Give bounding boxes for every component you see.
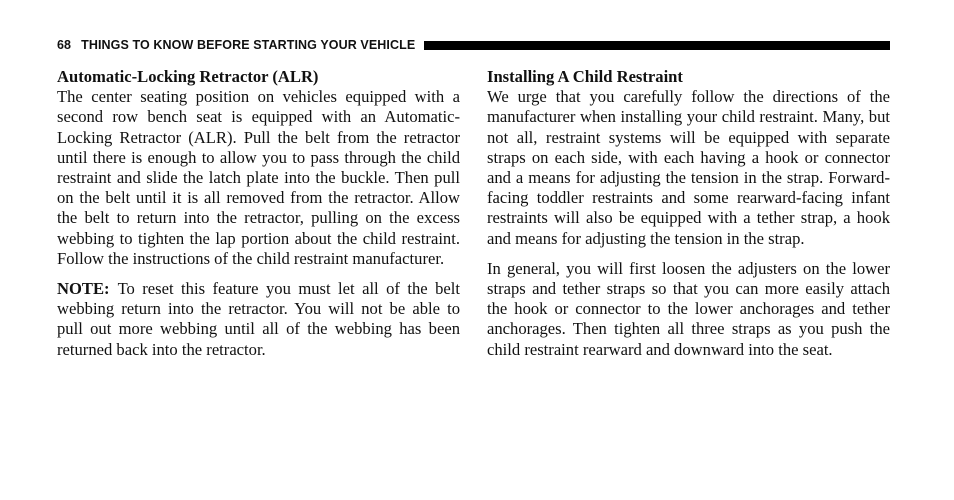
install-heading: Installing A Child Restraint (487, 67, 683, 86)
left-column (57, 67, 460, 360)
page-header (57, 38, 890, 52)
right-column (487, 67, 890, 360)
install-paragraph-2: In general, you will first loosen the adjusters on the lower straps and tether straps so that you can more easily attach the hook or connector to the lower anchorages and tether anchorages. Then tighten all three straps as you push the child restraint rearward and downward into the seat. (487, 258, 890, 359)
alr-heading: Automatic-Locking Retractor (ALR) (57, 67, 319, 86)
install-paragraph-1: We urge that you carefully follow the directions of the manufacturer when installing your child restraint. Many, but not all, restraint systems will be equipped with separate straps on each side, with each having a hook or connector and a means for adjusting the tension in the strap. Forward-facing toddler restraints and some rearward-facing infant restraints will also be equipped with a tether strap, a hook and means for adjusting the tension in the strap. (487, 87, 890, 248)
section-title: THINGS TO KNOW BEFORE STARTING YOUR VEHICLE (81, 38, 416, 52)
note-label: NOTE: (57, 279, 110, 299)
alr-paragraph: The center seating position on vehicles equipped with a second row bench seat is equipped with an Automatic-Locking Retractor (ALR). Pull the belt from the retractor until there is enough to allow you to pass through the child restraint and slide the latch plate into the buckle. Then pull on the belt until it is all removed from the retractor. Allow the belt to return into the retractor, pulling on the excess webbing to tighten the lap portion about the child restraint. Follow the instructions of the child restraint manufacturer. (57, 87, 460, 268)
page-number: 68 (57, 38, 72, 52)
note-paragraph (57, 279, 460, 360)
header-rule (424, 41, 890, 50)
note-text: To reset this feature you must let all of the belt webbing return into the retractor. You will not be able to pull out more webbing until all of the webbing has been returned back into the retractor. (57, 279, 460, 359)
